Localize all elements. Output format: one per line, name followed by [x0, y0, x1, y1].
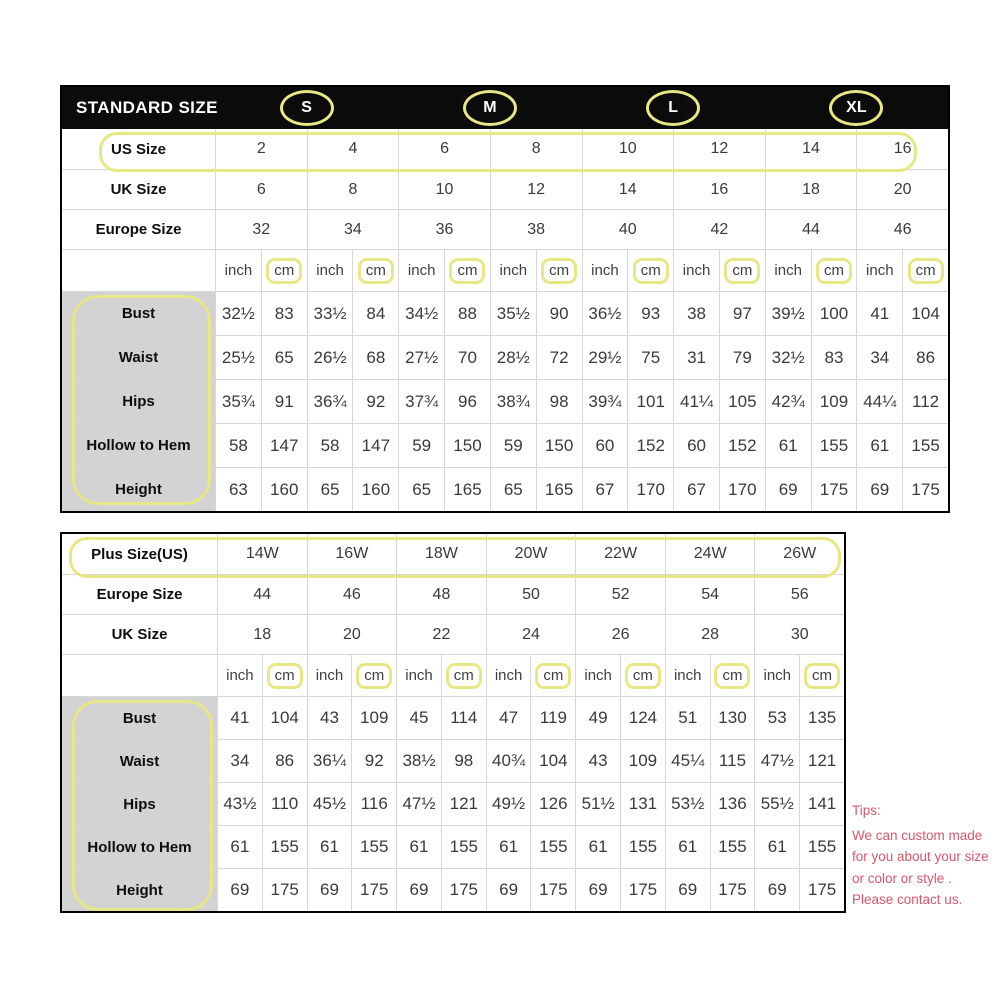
measure-value-cell: 69: [754, 869, 799, 911]
cm-header-cell: [811, 250, 857, 291]
measure-row-label: Bust: [62, 697, 217, 739]
size-value-cell: 12: [673, 129, 765, 169]
measure-row-label: Hollow to Hem: [62, 826, 217, 868]
cm-highlight-box: cm: [804, 663, 840, 689]
measure-value-cell: 170: [627, 468, 673, 511]
inch-header-cell: inch: [754, 655, 799, 696]
measure-value-cell: 44¼: [856, 380, 902, 423]
measure-value-cell: 92: [351, 740, 396, 782]
measure-value-cell: 96: [444, 380, 490, 423]
size-value-cell: 24W: [665, 534, 755, 574]
cm-highlight-box: cm: [449, 258, 485, 284]
measure-value-cell: 147: [261, 424, 307, 467]
inch-header-cell: inch: [217, 655, 262, 696]
measure-value-cell: 69: [396, 869, 441, 911]
measure-value-cell: 47: [486, 697, 531, 739]
measure-value-cell: 150: [444, 424, 490, 467]
size-value-cell: 10: [582, 129, 674, 169]
measure-value-cell: 175: [710, 869, 755, 911]
measure-value-cell: 61: [486, 826, 531, 868]
cm-header-cell: [620, 655, 665, 696]
measure-row: [62, 739, 844, 782]
measure-row: [62, 825, 844, 868]
measure-value-cell: 36½: [582, 292, 628, 335]
measure-value-cell: 37¾: [398, 380, 444, 423]
size-value-cell: 14W: [217, 534, 307, 574]
size-value-cell: 48: [396, 575, 486, 614]
measure-value-cell: 124: [620, 697, 665, 739]
inch-header-cell: inch: [765, 250, 811, 291]
size-value-cell: 26W: [754, 534, 844, 574]
measure-value-cell: 58: [307, 424, 353, 467]
measure-value-cell: 105: [719, 380, 765, 423]
size-value-cell: 6: [215, 170, 307, 209]
size-value-cell: 32: [215, 210, 307, 249]
unit-header-row: [62, 654, 844, 696]
measure-value-cell: 155: [710, 826, 755, 868]
measure-value-cell: 51½: [575, 783, 620, 825]
size-value-cell: 6: [398, 129, 490, 169]
cm-highlight-box: cm: [625, 663, 661, 689]
size-value-cell: 56: [754, 575, 844, 614]
measure-value-cell: 69: [217, 869, 262, 911]
size-value-cell: 14: [765, 129, 857, 169]
measure-value-cell: 43: [307, 697, 352, 739]
measure-value-cell: 36¾: [307, 380, 353, 423]
size-value-cell: 46: [307, 575, 397, 614]
unit-row-spacer: [62, 250, 215, 291]
measure-value-cell: 35¾: [215, 380, 261, 423]
measure-value-cell: 69: [665, 869, 710, 911]
size-value-cell: 44: [765, 210, 857, 249]
measure-value-cell: 65: [307, 468, 353, 511]
size-value-cell: 40: [582, 210, 674, 249]
size-value-cell: 4: [307, 129, 399, 169]
size-row: [62, 574, 844, 614]
measure-row-label: Hips: [62, 783, 217, 825]
measure-value-cell: 45¼: [665, 740, 710, 782]
tips-title: Tips:: [852, 803, 881, 818]
size-value-cell: 22W: [575, 534, 665, 574]
size-value-cell: 42: [673, 210, 765, 249]
size-row-label: US Size: [110, 140, 167, 158]
measure-value-cell: 115: [710, 740, 755, 782]
measure-value-cell: 34½: [398, 292, 444, 335]
measure-value-cell: 88: [444, 292, 490, 335]
measure-value-cell: 75: [627, 336, 673, 379]
standard-size-header-bar: [62, 87, 948, 129]
measure-value-cell: 175: [811, 468, 857, 511]
measure-value-cell: 53: [754, 697, 799, 739]
measure-value-cell: 32½: [215, 292, 261, 335]
standard-size-title: STANDARD SIZE: [76, 98, 218, 117]
measure-value-cell: 59: [490, 424, 536, 467]
cm-header-cell: [261, 250, 307, 291]
size-value-cell: 18: [765, 170, 857, 209]
measure-value-cell: 79: [719, 336, 765, 379]
measure-value-cell: 86: [902, 336, 948, 379]
inch-header-cell: inch: [396, 655, 441, 696]
measure-value-cell: 112: [902, 380, 948, 423]
measure-value-cell: 109: [351, 697, 396, 739]
cm-header-cell: [441, 655, 486, 696]
measure-value-cell: 93: [627, 292, 673, 335]
size-value-cell: 16W: [307, 534, 397, 574]
measure-value-cell: 65: [490, 468, 536, 511]
cm-highlight-box: cm: [633, 258, 669, 284]
measure-value-cell: 34: [856, 336, 902, 379]
inch-header-cell: inch: [575, 655, 620, 696]
measure-row-label: Hollow to Hem: [62, 424, 215, 467]
cm-header-cell: [536, 250, 582, 291]
measure-row: [62, 379, 948, 423]
cm-highlight-box: cm: [816, 258, 852, 284]
measure-row: [62, 868, 844, 911]
measure-value-cell: 84: [352, 292, 398, 335]
measure-value-cell: 29½: [582, 336, 628, 379]
measure-row-label: Waist: [62, 740, 217, 782]
measure-value-cell: 32½: [765, 336, 811, 379]
measure-value-cell: 175: [620, 869, 665, 911]
measure-value-cell: 61: [754, 826, 799, 868]
measure-value-cell: 40¾: [486, 740, 531, 782]
measure-row-label: Bust: [62, 292, 215, 335]
measure-value-cell: 155: [811, 424, 857, 467]
measure-value-cell: 98: [441, 740, 486, 782]
measure-value-cell: 69: [856, 468, 902, 511]
inch-header-cell: inch: [307, 655, 352, 696]
cm-header-cell: [530, 655, 575, 696]
measure-value-cell: 63: [215, 468, 261, 511]
cm-highlight-box: cm: [267, 663, 303, 689]
measure-value-cell: 155: [262, 826, 307, 868]
size-value-cell: 38: [490, 210, 582, 249]
size-value-cell: 52: [575, 575, 665, 614]
measure-value-cell: 152: [627, 424, 673, 467]
size-value-cell: 10: [398, 170, 490, 209]
size-value-cell: 20: [856, 170, 948, 209]
size-row-label: Europe Size: [95, 221, 182, 238]
measure-value-cell: 147: [352, 424, 398, 467]
unit-row-spacer: [62, 655, 217, 696]
measure-value-cell: 175: [351, 869, 396, 911]
measure-value-cell: 126: [530, 783, 575, 825]
measure-value-cell: 45: [396, 697, 441, 739]
cm-header-cell: [351, 655, 396, 696]
size-group-badge-l: L: [646, 90, 700, 126]
measure-value-cell: 101: [627, 380, 673, 423]
measure-value-cell: 39¾: [582, 380, 628, 423]
size-value-cell: 26: [575, 615, 665, 654]
measure-value-cell: 175: [262, 869, 307, 911]
cm-header-cell: [799, 655, 844, 696]
measure-value-cell: 28½: [490, 336, 536, 379]
size-value-cell: 28: [665, 615, 755, 654]
cm-highlight-box: cm: [446, 663, 482, 689]
measure-value-cell: 26½: [307, 336, 353, 379]
measure-value-cell: 131: [620, 783, 665, 825]
measure-value-cell: 150: [536, 424, 582, 467]
measure-value-cell: 41: [856, 292, 902, 335]
size-value-cell: 44: [217, 575, 307, 614]
cm-highlight-box: cm: [541, 258, 577, 284]
size-row: [62, 169, 948, 209]
inch-header-cell: inch: [215, 250, 261, 291]
size-value-cell: 12: [490, 170, 582, 209]
measure-row: [62, 423, 948, 467]
measure-value-cell: 41¼: [673, 380, 719, 423]
size-value-cell: 8: [490, 129, 582, 169]
measure-row: [62, 782, 844, 825]
size-value-cell: 20: [307, 615, 397, 654]
size-value-cell: 22: [396, 615, 486, 654]
tips-line: Please contact us.: [852, 892, 963, 908]
size-row-label: UK Size: [111, 626, 168, 643]
measure-value-cell: 155: [799, 826, 844, 868]
measure-value-cell: 69: [307, 869, 352, 911]
measure-value-cell: 61: [665, 826, 710, 868]
measure-value-cell: 110: [262, 783, 307, 825]
measure-value-cell: 165: [444, 468, 490, 511]
measure-value-cell: 91: [261, 380, 307, 423]
measure-row: [62, 467, 948, 511]
measure-row: [62, 696, 844, 739]
size-value-cell: 20W: [486, 534, 576, 574]
size-value-cell: 8: [307, 170, 399, 209]
measure-value-cell: 69: [575, 869, 620, 911]
measure-value-cell: 97: [719, 292, 765, 335]
measure-value-cell: 119: [530, 697, 575, 739]
measure-value-cell: 47½: [396, 783, 441, 825]
size-value-cell: 2: [215, 129, 307, 169]
inch-header-cell: inch: [398, 250, 444, 291]
size-value-cell: 18W: [396, 534, 486, 574]
unit-header-row: [62, 249, 948, 291]
standard-size-table: [60, 85, 950, 513]
size-value-cell: 18: [217, 615, 307, 654]
measure-value-cell: 114: [441, 697, 486, 739]
measure-value-cell: 51: [665, 697, 710, 739]
measure-value-cell: 135: [799, 697, 844, 739]
cm-header-cell: [262, 655, 307, 696]
measure-value-cell: 43: [575, 740, 620, 782]
measure-value-cell: 67: [582, 468, 628, 511]
measure-value-cell: 175: [441, 869, 486, 911]
size-value-cell: 30: [754, 615, 844, 654]
measure-value-cell: 61: [856, 424, 902, 467]
measure-value-cell: 38¾: [490, 380, 536, 423]
measure-value-cell: 47½: [754, 740, 799, 782]
measure-value-cell: 25½: [215, 336, 261, 379]
size-row-label: Europe Size: [96, 586, 183, 603]
measure-value-cell: 104: [530, 740, 575, 782]
measure-value-cell: 33½: [307, 292, 353, 335]
tips-note: [852, 800, 1000, 911]
cm-highlight-box: cm: [724, 258, 760, 284]
size-value-cell: 16: [673, 170, 765, 209]
measure-value-cell: 90: [536, 292, 582, 335]
measure-value-cell: 175: [902, 468, 948, 511]
inch-header-cell: inch: [486, 655, 531, 696]
cm-highlight-box: cm: [908, 258, 944, 284]
size-value-cell: 14: [582, 170, 674, 209]
measure-value-cell: 34: [217, 740, 262, 782]
measure-value-cell: 69: [486, 869, 531, 911]
measure-value-cell: 31: [673, 336, 719, 379]
cm-highlight-box: cm: [535, 663, 571, 689]
measure-value-cell: 83: [811, 336, 857, 379]
measure-value-cell: 152: [719, 424, 765, 467]
measure-value-cell: 155: [351, 826, 396, 868]
inch-header-cell: inch: [307, 250, 353, 291]
measure-row-label: Height: [62, 869, 217, 911]
inch-header-cell: inch: [856, 250, 902, 291]
measure-value-cell: 121: [441, 783, 486, 825]
measure-value-cell: 55½: [754, 783, 799, 825]
measure-value-cell: 175: [799, 869, 844, 911]
measure-value-cell: 141: [799, 783, 844, 825]
measure-value-cell: 104: [902, 292, 948, 335]
measure-value-cell: 59: [398, 424, 444, 467]
cm-header-cell: [719, 250, 765, 291]
measure-value-cell: 70: [444, 336, 490, 379]
measure-value-cell: 39½: [765, 292, 811, 335]
size-group-badge-m: M: [463, 90, 517, 126]
measure-value-cell: 38: [673, 292, 719, 335]
size-row: [62, 129, 948, 169]
measure-value-cell: 61: [575, 826, 620, 868]
size-row-label: UK Size: [110, 181, 167, 198]
cm-header-cell: [710, 655, 755, 696]
measure-value-cell: 36¼: [307, 740, 352, 782]
cm-highlight-box: cm: [356, 663, 392, 689]
measure-value-cell: 100: [811, 292, 857, 335]
size-row: [62, 614, 844, 654]
measure-value-cell: 65: [261, 336, 307, 379]
size-value-cell: 34: [307, 210, 399, 249]
measure-value-cell: 53½: [665, 783, 710, 825]
measure-value-cell: 49½: [486, 783, 531, 825]
measure-value-cell: 136: [710, 783, 755, 825]
measure-value-cell: 58: [215, 424, 261, 467]
inch-header-cell: inch: [673, 250, 719, 291]
measure-value-cell: 61: [396, 826, 441, 868]
measure-value-cell: 61: [217, 826, 262, 868]
inch-header-cell: inch: [582, 250, 628, 291]
measure-row: [62, 291, 948, 335]
measure-value-cell: 83: [261, 292, 307, 335]
size-group-badge-xl: XL: [829, 90, 883, 126]
measure-value-cell: 61: [765, 424, 811, 467]
size-row: [62, 209, 948, 249]
size-value-cell: 54: [665, 575, 755, 614]
measure-value-cell: 42¾: [765, 380, 811, 423]
measure-value-cell: 116: [351, 783, 396, 825]
size-value-cell: 24: [486, 615, 576, 654]
measure-value-cell: 49: [575, 697, 620, 739]
measure-value-cell: 109: [811, 380, 857, 423]
cm-header-cell: [444, 250, 490, 291]
measure-value-cell: 67: [673, 468, 719, 511]
size-row-label: Plus Size(US): [91, 545, 188, 563]
measure-value-cell: 61: [307, 826, 352, 868]
measure-value-cell: 68: [352, 336, 398, 379]
measure-value-cell: 160: [352, 468, 398, 511]
measure-value-cell: 155: [530, 826, 575, 868]
measure-value-cell: 60: [673, 424, 719, 467]
tips-line: We can custom made: [852, 827, 983, 843]
size-value-cell: 46: [856, 210, 948, 249]
measure-value-cell: 35½: [490, 292, 536, 335]
inch-header-cell: inch: [490, 250, 536, 291]
measure-value-cell: 38½: [396, 740, 441, 782]
measure-row-label: Height: [62, 468, 215, 511]
measure-value-cell: 104: [262, 697, 307, 739]
cm-header-cell: [902, 250, 948, 291]
measure-row-label: Hips: [62, 380, 215, 423]
size-value-cell: 36: [398, 210, 490, 249]
cm-header-cell: [352, 250, 398, 291]
cm-highlight-box: cm: [358, 258, 394, 284]
measure-value-cell: 109: [620, 740, 665, 782]
measure-value-cell: 65: [398, 468, 444, 511]
plus-size-table: [60, 532, 846, 913]
measure-value-cell: 155: [902, 424, 948, 467]
tips-line: or color or style .: [852, 870, 952, 886]
measure-value-cell: 130: [710, 697, 755, 739]
measure-value-cell: 160: [261, 468, 307, 511]
measure-value-cell: 165: [536, 468, 582, 511]
size-value-cell: 16: [856, 129, 948, 169]
measure-value-cell: 92: [352, 380, 398, 423]
inch-header-cell: inch: [665, 655, 710, 696]
cm-header-cell: [627, 250, 673, 291]
measure-value-cell: 170: [719, 468, 765, 511]
measure-value-cell: 155: [441, 826, 486, 868]
measure-value-cell: 121: [799, 740, 844, 782]
cm-highlight-box: cm: [266, 258, 302, 284]
tips-line: for you about your size: [852, 849, 989, 865]
size-row: [62, 534, 844, 574]
measure-value-cell: 175: [530, 869, 575, 911]
measure-value-cell: 60: [582, 424, 628, 467]
measure-value-cell: 43½: [217, 783, 262, 825]
measure-row: [62, 335, 948, 379]
measure-value-cell: 69: [765, 468, 811, 511]
cm-highlight-box: cm: [714, 663, 750, 689]
measure-value-cell: 27½: [398, 336, 444, 379]
size-value-cell: 50: [486, 575, 576, 614]
measure-value-cell: 155: [620, 826, 665, 868]
measure-value-cell: 41: [217, 697, 262, 739]
measure-row-label: Waist: [62, 336, 215, 379]
measure-value-cell: 72: [536, 336, 582, 379]
measure-value-cell: 45½: [307, 783, 352, 825]
size-group-badge-s: S: [280, 90, 334, 126]
measure-value-cell: 86: [262, 740, 307, 782]
measure-value-cell: 98: [536, 380, 582, 423]
